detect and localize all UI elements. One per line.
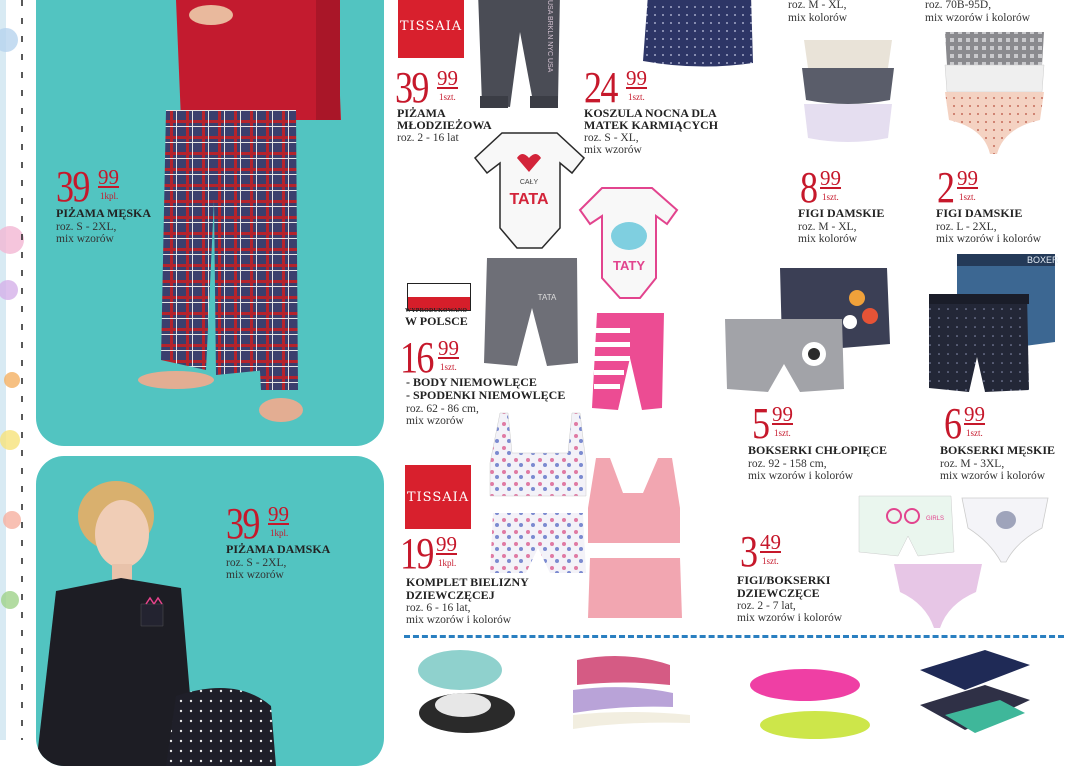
pool-slides	[750, 669, 870, 739]
watercolor-strip	[0, 0, 30, 740]
baby-set-size: roz. 62 - 86 cm,	[406, 403, 479, 415]
girls-briefs-price: 3 49 1szt.	[740, 527, 781, 576]
mens-boxers-pattern: mix wzorów i kolorów	[940, 470, 1046, 482]
womens-pajamas-image	[36, 456, 384, 766]
tissaia-logo: TISSAIA	[398, 0, 464, 58]
mens-boxers-name: BOKSERKI MĘSKIE	[940, 443, 1056, 457]
briefs-b-image	[942, 30, 1047, 155]
briefs-a-image	[798, 38, 898, 148]
girls-set-price: 19 99 1kpl.	[400, 529, 457, 578]
girls-set-size: roz. 6 - 16 lat,	[406, 602, 471, 614]
briefs-b-size: roz. L - 2XL,	[936, 221, 997, 233]
baby-set-pattern: mix wzorów	[406, 415, 464, 427]
boys-boxers-name: BOKSERKI CHŁOPIĘCE	[748, 443, 888, 457]
baby-set-name-1: - BODY NIEMOWLĘCE	[406, 375, 537, 389]
girls-briefs-image	[856, 492, 1056, 632]
girls-briefs-name-1: FIGI/BOKSERKI	[737, 573, 831, 587]
baby-set-price: 16 99 1szt.	[400, 333, 459, 382]
briefs-b-pattern: mix wzorów i kolorów	[936, 233, 1042, 245]
top-right-pattern: mix wzorów i kolorów	[925, 12, 1031, 24]
nursing-gown-price: 24 99 1szt.	[584, 63, 647, 112]
ladies-slides	[573, 656, 690, 729]
youth-pajamas-name-2: MŁODZIEŻOWA	[397, 118, 492, 132]
made-in-poland: WYPRODUKOWANO W POLSCE	[405, 308, 468, 328]
kids-sandals	[920, 650, 1030, 733]
top-left-size: roz. M - XL,	[788, 0, 847, 11]
boxer-brand-text: BOXER	[1027, 255, 1059, 265]
girls-briefs-pattern: mix wzorów i kolorów	[737, 612, 843, 624]
nursing-gown-name-1: KOSZULA NOCNA DLA	[584, 106, 717, 120]
nursing-gown-image	[643, 0, 753, 70]
top-right-size: roz. 70B-95D,	[925, 0, 992, 11]
jogger-print: USA BRKLN NYC USA	[546, 0, 553, 73]
mens-pajamas-name: PIŻAMA MĘSKA	[56, 206, 152, 220]
boys-boxers-pattern: mix wzorów i kolorów	[748, 470, 854, 482]
mens-pajamas-size: roz. S - 2XL,	[56, 221, 117, 233]
womens-pajamas-pattern: mix wzorów	[226, 569, 284, 581]
womens-pajamas-panel	[36, 456, 384, 766]
pants-print: TATA	[537, 293, 557, 302]
boys-boxers-price: 5 99 1szt.	[752, 399, 793, 448]
girls-briefs-size: roz. 2 - 7 lat,	[737, 600, 796, 612]
youth-pajamas-name-1: PIŻAMA	[397, 106, 446, 120]
slippers-row-image	[405, 645, 1085, 745]
nursing-gown-size: roz. S - XL,	[584, 132, 639, 144]
fluffy-slipper	[418, 650, 515, 733]
mens-boxers-price: 6 99 1szt.	[944, 399, 985, 448]
briefs-a-pattern: mix kolorów	[798, 233, 858, 245]
baby-set-name-2: - SPODENKI NIEMOWLĘCE	[406, 388, 566, 402]
girls-set-name-2: DZIEWCZĘCEJ	[406, 588, 495, 602]
girls-set-pattern: mix wzorów i kolorów	[406, 614, 512, 626]
girls-set-name-1: KOMPLET BIELIZNY	[406, 575, 529, 589]
boys-boxers-size: roz. 92 - 158 cm,	[748, 458, 827, 470]
womens-pajamas-name: PIŻAMA DAMSKA	[226, 542, 331, 556]
top-left-pattern: mix kolorów	[788, 12, 848, 24]
briefs-b-price: 2 99 1szt.	[937, 163, 978, 212]
mens-boxers-image	[927, 252, 1057, 392]
briefs-b-name: FIGI DAMSKIE	[936, 206, 1023, 220]
womens-pajamas-size: roz. S - 2XL,	[226, 557, 287, 569]
boys-boxers-image	[722, 264, 892, 394]
body1-text-big: TATA	[509, 191, 549, 208]
girls-print: GIRLS	[926, 516, 945, 522]
briefs-a-name: FIGI DAMSKIE	[798, 206, 885, 220]
section-divider	[404, 635, 1064, 638]
tissaia-logo-2: TISSAIA	[405, 465, 471, 529]
youth-pajamas-size: roz. 2 - 16 lat	[397, 132, 459, 144]
body1-text-small: CAŁY	[519, 179, 539, 186]
nursing-gown-pattern: mix wzorów	[584, 144, 642, 156]
mens-pajamas-pattern: mix wzorów	[56, 233, 114, 245]
briefs-a-size: roz. M - XL,	[798, 221, 857, 233]
girls-briefs-name-2: DZIEWCZĘCE	[737, 586, 820, 600]
youth-pajamas-image	[470, 0, 565, 117]
nursing-gown-name-2: MATEK KARMIĄCYCH	[584, 118, 719, 132]
mens-boxers-size: roz. M - 3XL,	[940, 458, 1005, 470]
mens-pajamas-price: 39 99 1kpl.	[56, 162, 119, 211]
youth-pajamas-price: 39 99 1szt.	[395, 63, 458, 112]
pink-striped-pants	[592, 313, 664, 410]
briefs-a-price: 8 99 1szt.	[800, 163, 841, 212]
body2-text: TATY	[612, 258, 646, 273]
womens-pajamas-price: 39 99 1kpl.	[226, 499, 289, 548]
